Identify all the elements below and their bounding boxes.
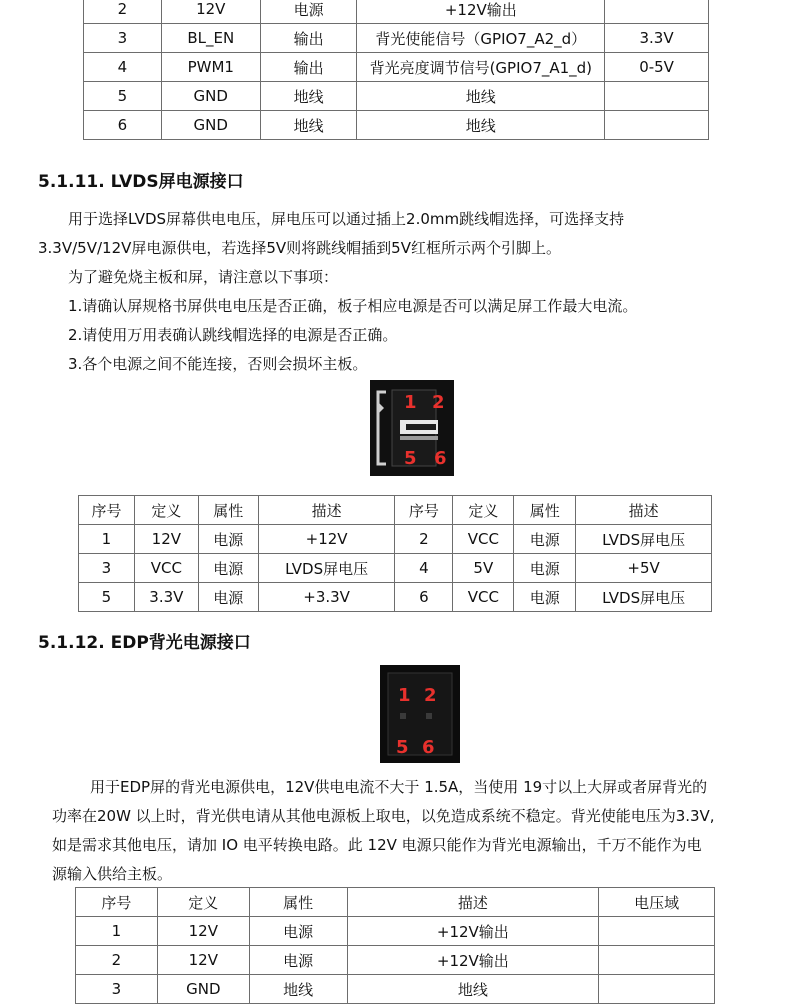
edp-pin-table-header-cell: 属性 [249, 888, 347, 917]
lvds-note-2: 2.请使用万用表确认跳线帽选择的电源是否正确。 [68, 326, 398, 344]
gpio-pin-table-cell: 背光使能信号（GPIO7_A2_d） [357, 24, 605, 53]
lvds-pin-table-cell: 2 [395, 525, 453, 554]
lvds-pin-label-2: 2 [432, 392, 445, 413]
edp-para-line3: 如是需求其他电压，请加 IO 电平转换电路。此 12V 电源只能作为背光电源输出，千万不能作为电 [52, 836, 702, 854]
edp-pin-table-cell: 3 [76, 975, 158, 1004]
lvds-intro-line2: 3.3V/5V/12V屏电源供电，若选择5V则将跳线帽插到5V红框所示两个引脚上。 [38, 239, 561, 257]
lvds-pin-table-cell: 3.3V [134, 583, 198, 612]
lvds-pin-table-header-cell: 属性 [514, 496, 576, 525]
lvds-pin-table-cell: LVDS屏电压 [258, 554, 395, 583]
edp-pin-table-row [76, 917, 715, 946]
gpio-pin-table-row [84, 82, 709, 111]
lvds-pin-table-cell: 电源 [514, 583, 576, 612]
edp-pin-table-cell: GND [157, 975, 249, 1004]
edp-pin-table-cell: 1 [76, 917, 158, 946]
edp-pin-table-cell: 电源 [249, 917, 347, 946]
gpio-pin-table-cell: GND [161, 111, 260, 140]
gpio-pin-table-cell: 地线 [357, 111, 605, 140]
lvds-pin-table-cell: 5V [453, 554, 514, 583]
gpio-pin-table-cell: 地线 [260, 111, 357, 140]
gpio-pin-table [83, 0, 709, 140]
edp-para-line1: 用于EDP屏的背光电源供电，12V供电电流不大于 1.5A，当使用 19寸以上大屏或者屏背光的 [90, 778, 708, 796]
edp-pin-table-row [76, 975, 715, 1004]
lvds-pin-table-header-cell: 序号 [395, 496, 453, 525]
edp-pin-table-cell [599, 975, 715, 1004]
lvds-pin-table-cell: 电源 [198, 554, 258, 583]
lvds-heading: 5.1.11. LVDS屏电源接口 [38, 172, 244, 192]
lvds-note-1: 1.请确认屏规格书屏供电电压是否正确，板子相应电源是否可以满足屏工作最大电流。 [68, 297, 638, 315]
gpio-pin-table-cell: 4 [84, 53, 162, 82]
edp-heading: 5.1.12. EDP背光电源接口 [38, 633, 251, 653]
edp-pin-table-cell: 2 [76, 946, 158, 975]
edp-pin-table-cell: +12V输出 [347, 917, 599, 946]
edp-pin-label-2: 2 [424, 685, 437, 706]
lvds-pin-table-header-cell: 描述 [576, 496, 712, 525]
lvds-pin-table-cell: 5 [79, 583, 135, 612]
lvds-pin-table-row [79, 583, 712, 612]
edp-pin-label-5: 5 [396, 737, 409, 758]
lvds-pin-table-cell: LVDS屏电压 [576, 525, 712, 554]
gpio-pin-table-cell [605, 0, 709, 24]
lvds-pin-label-5: 5 [404, 448, 417, 469]
gpio-pin-table-cell: 12V [161, 0, 260, 24]
gpio-pin-table-cell: 6 [84, 111, 162, 140]
edp-pin-table-header-row [76, 888, 715, 917]
lvds-connector-photo [370, 380, 454, 476]
edp-pin-table [75, 887, 715, 1004]
lvds-intro-line1: 用于选择LVDS屏幕供电电压，屏电压可以通过插上2.0mm跳线帽选择，可选择支持 [68, 210, 625, 228]
lvds-pin-table-cell: 6 [395, 583, 453, 612]
lvds-pin-table-cell: 1 [79, 525, 135, 554]
lvds-pin-table-cell: LVDS屏电压 [576, 583, 712, 612]
gpio-pin-table-cell: 电源 [260, 0, 357, 24]
gpio-pin-table-cell: 地线 [357, 82, 605, 111]
lvds-pin-table-cell: VCC [453, 525, 514, 554]
gpio-pin-table-cell: BL_EN [161, 24, 260, 53]
lvds-pin-label-6: 6 [434, 448, 447, 469]
lvds-pin-table-head [79, 496, 712, 525]
lvds-note-title: 为了避免烧主板和屏，请注意以下事项： [68, 268, 339, 286]
gpio-pin-table-cell: 0-5V [605, 53, 709, 82]
edp-pin-table-cell [599, 946, 715, 975]
lvds-pin-table-row [79, 554, 712, 583]
gpio-pin-table-cell: 输出 [260, 53, 357, 82]
edp-pin-table-cell [599, 917, 715, 946]
gpio-pin-table-cell: GND [161, 82, 260, 111]
lvds-pin-table-cell: 12V [134, 525, 198, 554]
lvds-pin-table-header-cell: 描述 [258, 496, 395, 525]
lvds-pin-table-cell: +12V [258, 525, 395, 554]
gpio-pin-table-cell: 3 [84, 24, 162, 53]
edp-pin-table-header-cell: 电压域 [599, 888, 715, 917]
edp-pin-label-6: 6 [422, 737, 435, 758]
edp-pin-table-row [76, 946, 715, 975]
lvds-pin-table-cell: 电源 [198, 583, 258, 612]
lvds-pin-table-cell: 3 [79, 554, 135, 583]
lvds-pin-table-row [79, 525, 712, 554]
lvds-pin-label-1: 1 [404, 392, 417, 413]
edp-pin-table-cell: 电源 [249, 946, 347, 975]
lvds-pin-table-cell: 电源 [514, 525, 576, 554]
gpio-pin-table-cell: PWM1 [161, 53, 260, 82]
lvds-pin-table-cell: 电源 [514, 554, 576, 583]
edp-pin-table-cell: +12V输出 [347, 946, 599, 975]
edp-pin-table-cell: 地线 [347, 975, 599, 1004]
gpio-pin-table-cell: 地线 [260, 82, 357, 111]
lvds-pin-table-header-cell: 属性 [198, 496, 258, 525]
edp-pin-table-head [76, 888, 715, 917]
edp-para-line2: 功率在20W 以上时，背光供电请从其他电源板上取电，以免造成系统不稳定。背光使能电压为3.3V, [52, 807, 715, 825]
edp-para-line4: 源输入供给主板。 [52, 865, 173, 883]
gpio-pin-table-cell [605, 111, 709, 140]
gpio-pin-table-cell: 5 [84, 82, 162, 111]
gpio-pin-table-row [84, 0, 709, 24]
gpio-pin-table-row [84, 53, 709, 82]
gpio-pin-table-body [84, 0, 709, 140]
lvds-note-3: 3.各个电源之间不能连接，否则会损坏主板。 [68, 355, 368, 373]
gpio-pin-table-cell: 背光亮度调节信号(GPIO7_A1_d) [357, 53, 605, 82]
gpio-pin-table-row [84, 24, 709, 53]
edp-pin-table-body [76, 917, 715, 1004]
edp-pin-table-header-cell: 描述 [347, 888, 599, 917]
lvds-pin-table-cell: 电源 [198, 525, 258, 554]
lvds-pin-table-cell: +3.3V [258, 583, 395, 612]
lvds-pin-table-header-row [79, 496, 712, 525]
gpio-pin-table-cell: +12V输出 [357, 0, 605, 24]
lvds-pin-table-header-cell: 定义 [453, 496, 514, 525]
gpio-pin-table-cell: 3.3V [605, 24, 709, 53]
lvds-pin-table [78, 495, 712, 612]
gpio-pin-table-row [84, 111, 709, 140]
edp-pin-label-1: 1 [398, 685, 411, 706]
edp-pin-table-header-cell: 序号 [76, 888, 158, 917]
lvds-pin-table-cell: +5V [576, 554, 712, 583]
edp-pin-table-cell: 12V [157, 946, 249, 975]
lvds-pin-table-cell: VCC [134, 554, 198, 583]
gpio-pin-table-cell [605, 82, 709, 111]
lvds-pin-table-header-cell: 序号 [79, 496, 135, 525]
gpio-pin-table-cell: 输出 [260, 24, 357, 53]
edp-pin-table-cell: 地线 [249, 975, 347, 1004]
lvds-pin-table-cell: 4 [395, 554, 453, 583]
lvds-pin-table-body [79, 525, 712, 612]
edp-header-graphic [380, 665, 460, 763]
lvds-pin-table-cell: VCC [453, 583, 514, 612]
edp-pin-table-header-cell: 定义 [157, 888, 249, 917]
lvds-pin-table-header-cell: 定义 [134, 496, 198, 525]
edp-pin-table-cell: 12V [157, 917, 249, 946]
edp-connector-photo [380, 665, 460, 763]
gpio-pin-table-cell: 2 [84, 0, 162, 24]
